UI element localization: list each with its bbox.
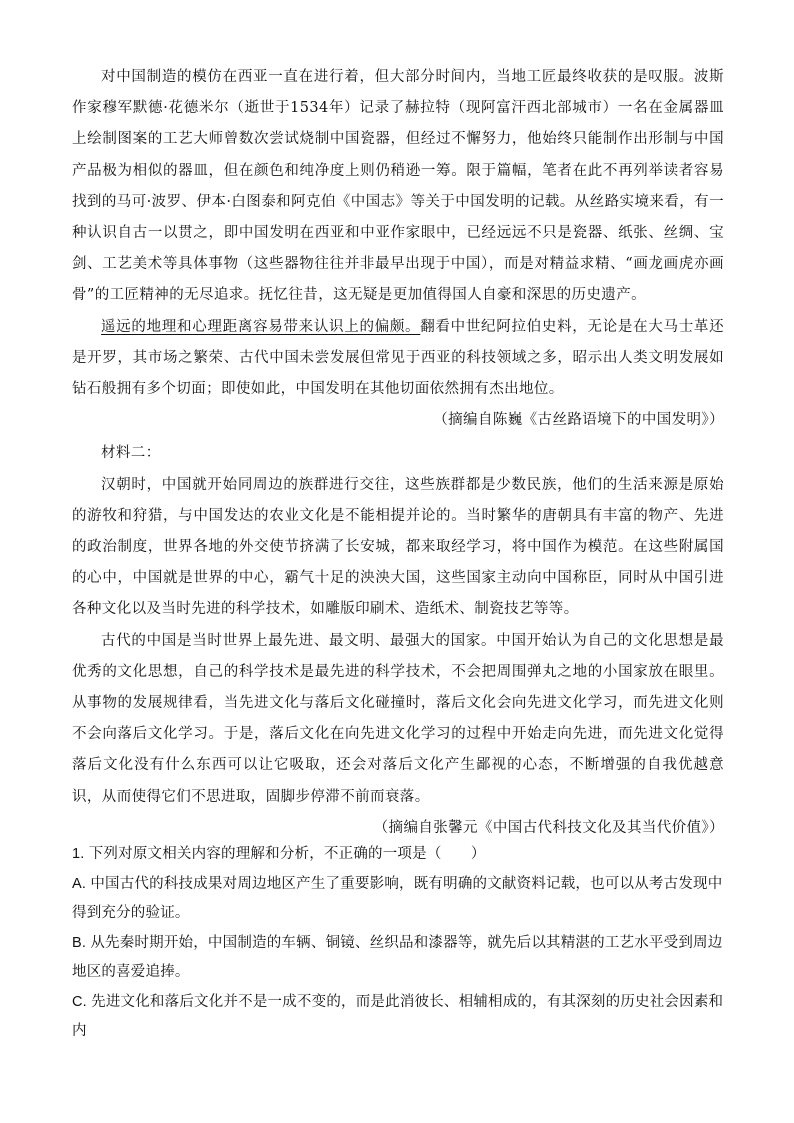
material2-heading: 材料二： <box>101 445 161 462</box>
material2-paragraph-1: 汉朝时，中国就开始同周边的族群进行交往，这些族群都是少数民族，他们的生活来源是原始的游牧和狩猎，与中国发达的农业文化是不能相提并论的。当时繁华的唐朝具有丰富的物产、先进的政治制度，世界各地的外交使节挤满了长安城，都来取经学习，将中国作为模范。在这些附属国的心中，中国就是世界的中心，霸气十足的泱泱大国，这些国家主动向中国称臣，同时从中国引进各种文化以及当时先进的科学技术，如雕版印刷术、造纸术、制瓷技艺等等。 <box>72 476 724 618</box>
option-a: A. 中国古代的科技成果对周边地区产生了重要影响，既有明确的文献资料记载，也可以从考古发现中得到充分的验证。 <box>72 875 723 921</box>
material2-source: （摘编自张馨元《中国古代科技文化及其当代价值》） <box>373 819 724 836</box>
question-1-stem: 1. 下列对原文相关内容的理解和分析，不正确的一项是（ ） <box>72 846 486 862</box>
reading-passage <box>72 62 724 844</box>
material1-paragraph-1: 对中国制造的模仿在西亚一直在进行着，但大部分时间内，当地工匠最终收获的是叹服。波斯作家穆军默德·花德米尔（逝世于1534年）记录了赫拉特（现阿富汗西北部城市）一名在金属器皿上绘制图案的工艺大师曾数次尝试烧制中国瓷器，但经过不懈努力，他始终只能制作出形制与中国产品极为相似的器皿，但在颜色和纯净度上则仍稍逊一筹。限于篇幅，笔者在此不再列举读者容易找到的马可·波罗、伊本·白图泰和阿克伯《中国志》等关于中国发明的记载。从丝路实境来看，有一种认识自古一以贯之，即中国发明在西亚和中亚作家眼中，已经远远不只是瓷器、纸张、丝绸、宝剑、工艺美术等具体事物（这些器物往往并非最早出现于中国），而是对精益求精、“画龙画虎亦画骨”的工匠精神的无尽追求。抚忆往昔，这无疑是更加值得国人自豪和深思的历史遗产。 <box>72 69 724 304</box>
question-block <box>72 840 724 1047</box>
material1-source: （摘编自陈巍《古丝路语境下的中国发明》） <box>433 412 724 429</box>
material1-paragraph-2 <box>72 312 724 406</box>
option-c: C. 先进文化和落后文化并不是一成不变的，而是此消彼长、相辅相成的，有其深刻的历史社会因素和内 <box>72 993 724 1039</box>
paragraph-2-rest: 翻看中世纪阿拉伯史料，无论是在大马士革还是开罗，其市场之繁荣、古代中国未尝发展但常见于西亚的科技领域之多，昭示出人类文明发展如钻石般拥有多个切面；即使如此，中国发明在其他切面依然拥有杰出地位。 <box>72 318 724 398</box>
underlined-sentence: 遥远的地理和心理距离容易带来认识上的偏颇。 <box>101 318 421 335</box>
material2-paragraph-2: 古代的中国是当时世界上最先进、最文明、最强大的国家。中国开始认为自己的文化思想是最优秀的文化思想，自己的科学技术是最先进的科学技术，不会把周围弹丸之地的小国家放在眼里。从事物的发展规律看，当先进文化与落后文化碰撞时，落后文化会向先进文化学习，而先进文化则不会向落后文化学习。于是，落后文化在向先进文化学习的过程中开始走向先进，而先进文化觉得落后文化没有什么东西可以让它吸取，还会对落后文化产生鄙视的心态，不断增强的自我优越意识，从而使得它们不思进取，固脚步停滞不前而衰落。 <box>72 632 724 805</box>
option-b: B. 从先秦时期开始，中国制造的车辆、铜镜、丝织品和漆器等，就先后以其精湛的工艺水平受到周边地区的喜爱追捧。 <box>72 934 723 980</box>
